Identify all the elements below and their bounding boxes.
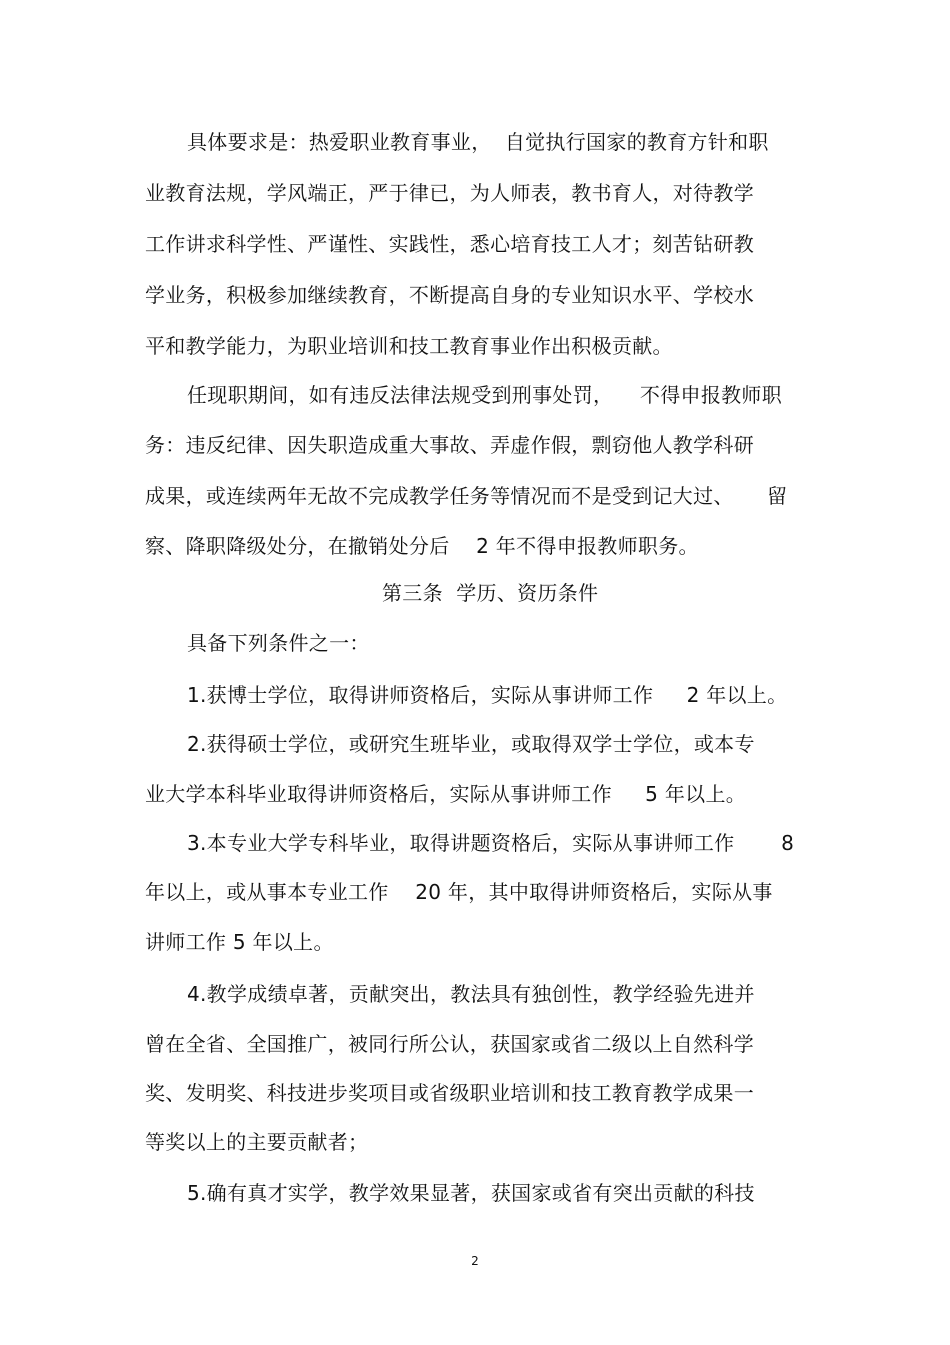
paragraph-requirements-line-3: 工作讲求科学性、严谨性、实践性，悉心培育技工人才；刻苦钻研教	[145, 232, 754, 256]
condition-item-3-line-2: 年以上，或从事本专业工作 20 年，其中取得讲师资格后，实际从事	[145, 880, 773, 904]
condition-item-4-line-3: 奖、发明奖、科技进步奖项目或省级职业培训和技工教育教学成果一	[145, 1081, 754, 1105]
paragraph-requirements-line-2: 业教育法规，学风端正，严于律已，为人师表，教书育人，对待教学	[145, 181, 754, 205]
paragraph-requirements-line-5: 平和教学能力，为职业培训和技工教育事业作出积极贡献。	[145, 334, 673, 358]
condition-item-1-line-1: 1.获博士学位，取得讲师资格后，实际从事讲师工作 2 年以上。	[187, 683, 788, 707]
paragraph-violations-line-4: 察、降职降级处分，在撤销处分后 2 年不得申报教师职务。	[145, 534, 699, 558]
paragraph-violations-line-1: 任现职期间，如有违反法律法规受到刑事处罚， 不得申报教师职	[187, 383, 783, 407]
condition-item-2-line-2: 业大学本科毕业取得讲师资格后，实际从事讲师工作 5 年以上。	[145, 782, 747, 806]
section-heading: 第三条 学历、资历条件	[382, 581, 599, 605]
condition-item-5-line-1: 5.确有真才实学，教学效果显著，获国家或省有突出贡献的科技	[187, 1181, 755, 1205]
paragraph-requirements-line-4: 学业务，积极参加继续教育，不断提高自身的专业知识水平、学校水	[145, 283, 754, 307]
page-number: 2	[471, 1254, 479, 1268]
condition-item-4-line-4: 等奖以上的主要贡献者；	[145, 1130, 369, 1154]
paragraph-violations-line-2: 务：违反纪律、因失职造成重大事故、弄虚作假，剽窃他人教学科研	[145, 433, 754, 457]
condition-item-3-line-1: 3.本专业大学专科毕业，取得讲题资格后，实际从事讲师工作 8	[187, 831, 795, 855]
condition-item-3-line-3: 讲师工作 5 年以上。	[145, 930, 334, 954]
condition-item-4-line-2: 曾在全省、全国推广，被同行所公认，获国家或省二级以上自然科学	[145, 1032, 754, 1056]
conditions-intro: 具备下列条件之一：	[187, 631, 370, 655]
condition-item-4-line-1: 4.教学成绩卓著，贡献突出，教法具有独创性，教学经验先进并	[187, 982, 755, 1006]
paragraph-violations-line-3: 成果，或连续两年无故不完成教学任务等情况而不是受到记大过、 留	[145, 484, 788, 508]
paragraph-requirements-line-1: 具体要求是：热爱职业教育事业， 自觉执行国家的教育方针和职	[187, 130, 769, 154]
condition-item-2-line-1: 2.获得硕士学位，或研究生班毕业，或取得双学士学位，或本专	[187, 732, 755, 756]
